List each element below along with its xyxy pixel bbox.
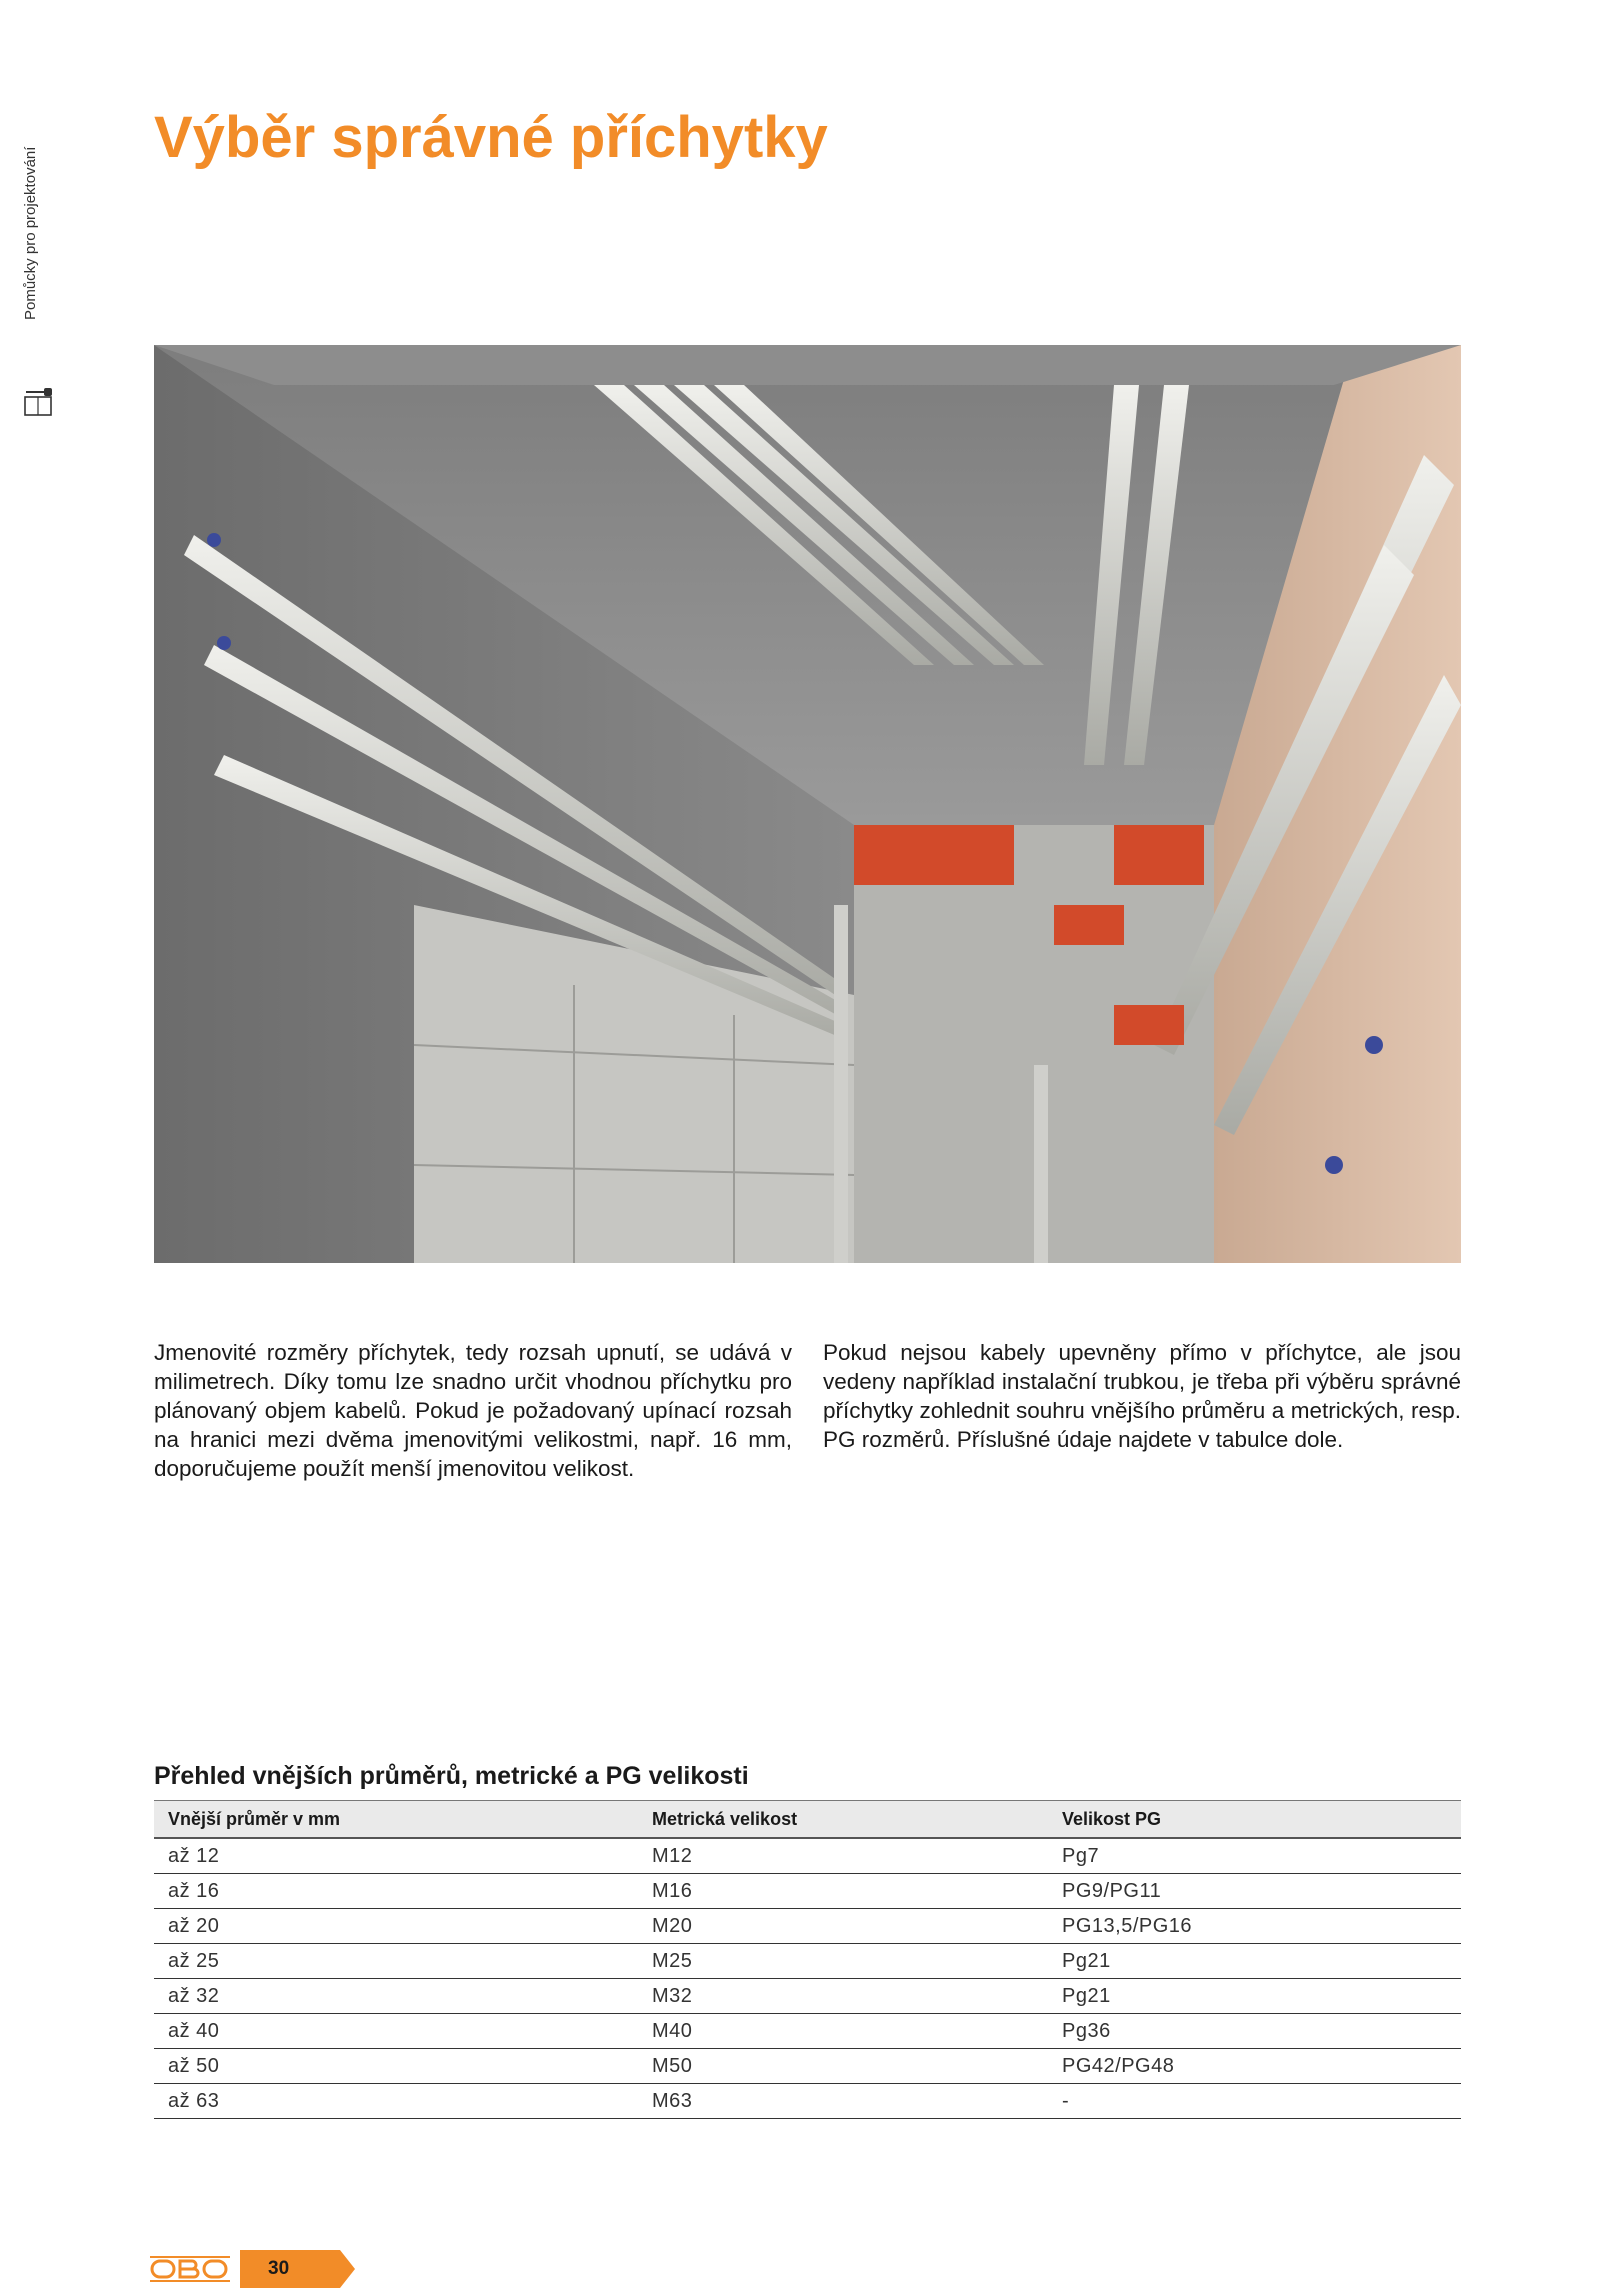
table-cell: Pg7 — [1048, 1838, 1461, 1874]
table-row — [154, 1979, 1461, 2014]
table-row — [154, 1944, 1461, 1979]
table-cell: Pg36 — [1048, 2014, 1461, 2049]
screwdriver-book-icon — [20, 383, 56, 419]
table-cell: PG13,5/PG16 — [1048, 1909, 1461, 1944]
table-cell: až 50 — [154, 2049, 638, 2084]
table-cell: M25 — [638, 1944, 1048, 1979]
obo-logo — [150, 2255, 230, 2283]
table-cell: až 63 — [154, 2084, 638, 2119]
table-cell: M50 — [638, 2049, 1048, 2084]
table-cell: až 25 — [154, 1944, 638, 1979]
side-section-label: Pomůcky pro projektování — [22, 146, 39, 320]
page-title: Výběr správné příchytky — [154, 105, 828, 170]
table-row — [154, 2049, 1461, 2084]
column-header: Vnější průměr v mm — [154, 1801, 638, 1839]
table-header-row — [154, 1801, 1461, 1839]
table-cell: až 20 — [154, 1909, 638, 1944]
table-row — [154, 1909, 1461, 1944]
table-cell: M16 — [638, 1874, 1048, 1909]
size-table — [154, 1800, 1461, 2119]
table-cell: PG42/PG48 — [1048, 2049, 1461, 2084]
table-row — [154, 1838, 1461, 1874]
table-cell: M63 — [638, 2084, 1048, 2119]
table-cell: M32 — [638, 1979, 1048, 2014]
table-row — [154, 1874, 1461, 1909]
intro-paragraph-right: Pokud nejsou kabely upevněny přímo v příchytce, ale jsou vedeny například instalační trubkou, je třeba při výběru správné příchytky zohlednit souhru vnějšího průměru a metrických, resp. PG rozměrů. Příslušné údaje najdete v tabulce dole. — [823, 1340, 1461, 1452]
table-cell: až 16 — [154, 1874, 638, 1909]
table-cell: až 32 — [154, 1979, 638, 2014]
table-cell: až 12 — [154, 1838, 638, 1874]
intro-paragraph-left: Jmenovité rozměry příchytek, tedy rozsah upnutí, se udává v milimetrech. Díky tomu lze snadno určit vhodnou příchytku pro plánovaný objem kabelů. Pokud je požadovaný upínací rozsah na hranici mezi dvěma jmenovitými velikostmi, např. 16 mm, doporučujeme použít menší jmenovitou velikost. — [154, 1340, 792, 1481]
page-number-tab — [240, 2250, 355, 2288]
column-header: Velikost PG — [1048, 1801, 1461, 1839]
table-cell: - — [1048, 2084, 1461, 2119]
table-cell: M40 — [638, 2014, 1048, 2049]
page-number: 30 — [268, 2258, 290, 2279]
table-cell: PG9/PG11 — [1048, 1874, 1461, 1909]
column-header: Metrická velikost — [638, 1801, 1048, 1839]
table-row — [154, 2014, 1461, 2049]
table-cell: M12 — [638, 1838, 1048, 1874]
table-cell: Pg21 — [1048, 1944, 1461, 1979]
table-row — [154, 2084, 1461, 2119]
cable-installation-photo — [154, 345, 1461, 1263]
table-cell: Pg21 — [1048, 1979, 1461, 2014]
table-cell: až 40 — [154, 2014, 638, 2049]
table-cell: M20 — [638, 1909, 1048, 1944]
table-title: Přehled vnějších průměrů, metrické a PG velikosti — [154, 1762, 749, 1790]
